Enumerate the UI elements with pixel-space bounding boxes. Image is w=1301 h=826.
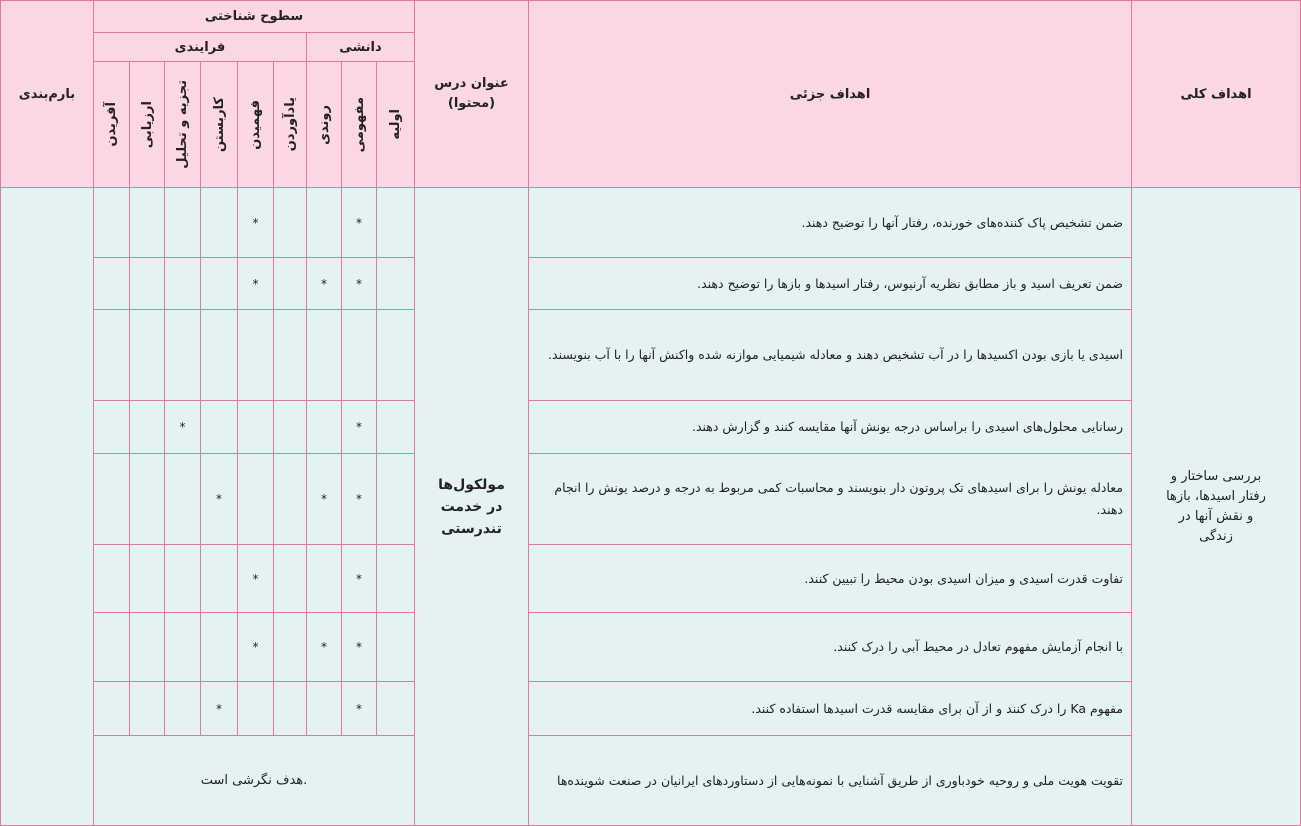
header-scoring: بارم‌بندی: [0, 0, 94, 188]
header-level-6: [164, 61, 201, 188]
header-level-label: کاربستن: [211, 96, 227, 153]
level-mark-cell: [376, 400, 415, 454]
level-mark-cell: [237, 453, 274, 545]
level-mark-cell: [237, 612, 274, 682]
header-level-1: [341, 61, 377, 188]
level-mark-cell: [341, 681, 377, 736]
level-mark-cell: [200, 400, 238, 454]
level-mark-cell: [273, 453, 307, 545]
objective-text: ضمن تعریف اسید و باز مطابق نظریه آرنیوس، رفتار اسیدها و بازها را توضیح دهند.: [697, 275, 1123, 291]
header-process: فرایندی: [93, 32, 307, 62]
header-level-label: یادآوردن: [282, 97, 298, 152]
level-mark-cell: [164, 544, 201, 613]
objective-text: تفاوت قدرت اسیدی و میزان اسیدی بودن محیط را تبیین کنند.: [804, 570, 1123, 586]
level-mark-cell: [200, 453, 238, 545]
objective-cell: [528, 400, 1132, 454]
lesson-cell: مولکول‌ها در خدمت تندرستی: [414, 187, 529, 826]
header-level-label: اولیه: [388, 109, 403, 140]
level-mark-cell: [164, 257, 201, 310]
level-mark-cell: [273, 544, 307, 613]
level-mark-cell: [237, 257, 274, 310]
objective-text: رسانایی محلول‌های اسیدی را براساس درجه یونش آنها مقایسه کنند و گزارش دهند.: [691, 419, 1123, 434]
objective-cell: [528, 309, 1132, 401]
objective-cell: [528, 544, 1132, 613]
level-mark-cell: [129, 681, 165, 736]
header-level-label: آفریدن: [104, 102, 119, 147]
header-level-0: [376, 61, 415, 188]
level-mark-cell: [93, 612, 130, 682]
level-mark-cell: [341, 309, 377, 401]
header-level-label: ارزیابی: [139, 100, 155, 149]
star-mark: *: [321, 276, 327, 291]
header-level-label: تجزیه و تحلیل: [175, 80, 190, 169]
header-level-8: [93, 61, 130, 188]
star-mark: *: [252, 215, 259, 230]
level-mark-cell: [164, 309, 201, 401]
level-mark-cell: [376, 187, 415, 258]
header-partial-goals: اهداف جزئی: [528, 0, 1132, 188]
level-mark-cell: [93, 544, 130, 613]
attitudinal-note-cell: [93, 735, 415, 826]
level-mark-cell: [306, 453, 342, 545]
level-mark-cell: [164, 400, 201, 454]
level-mark-cell: [273, 681, 307, 736]
level-mark-cell: [200, 544, 238, 613]
header-level-3: [273, 61, 307, 188]
objective-text: معادله یونش را برای اسیدهای تک پروتون دار بنویسند و محاسبات کمی مربوط به درجه و درصد یونش را انجام دهند.: [554, 480, 1123, 517]
star-mark: *: [321, 492, 327, 506]
star-mark: *: [356, 701, 362, 716]
level-mark-cell: [164, 453, 201, 545]
level-mark-cell: [273, 400, 307, 454]
level-mark-cell: [273, 257, 307, 310]
level-mark-cell: [273, 187, 307, 258]
level-mark-cell: [237, 187, 274, 258]
header-level-label: مفهومی: [351, 96, 367, 153]
attitudinal-note: هدف نگرشی است.: [200, 773, 308, 788]
level-mark-cell: [237, 400, 274, 454]
star-mark: *: [216, 701, 222, 716]
star-mark: *: [321, 640, 327, 654]
level-mark-cell: [164, 681, 201, 736]
level-mark-cell: [237, 544, 274, 613]
level-mark-cell: [376, 453, 415, 545]
objective-text: مفهوم Ka را درک کنند و از آن برای مقایسه قدرت اسیدها استفاده کنند.: [751, 700, 1123, 716]
level-mark-cell: [129, 309, 165, 401]
level-mark-cell: [306, 400, 342, 454]
level-mark-cell: [93, 309, 130, 401]
header-cognitive-levels: سطوح شناختی: [93, 0, 415, 33]
level-mark-cell: [341, 544, 377, 613]
level-mark-cell: [200, 309, 238, 401]
header-knowledge: دانشی: [306, 32, 415, 62]
level-mark-cell: [200, 681, 238, 736]
header-lesson-title: عنوان درس (محتوا): [414, 0, 529, 188]
star-mark: *: [252, 276, 259, 291]
header-level-7: [129, 61, 165, 188]
level-mark-cell: [129, 187, 165, 258]
objective-text: اسیدی یا بازی بودن اکسیدها را در آب تشخیص دهند و معادله شیمیایی موازنه شده واکنش آنها را با آب بنویسند.: [548, 347, 1123, 362]
header-level-2: [306, 61, 342, 188]
level-mark-cell: [273, 612, 307, 682]
level-mark-cell: [129, 612, 165, 682]
level-mark-cell: [306, 309, 342, 401]
level-mark-cell: [200, 257, 238, 310]
objective-text: ضمن تشخیص پاک کننده‌های خورنده، رفتار آنها را توضیح دهند.: [801, 214, 1123, 230]
level-mark-cell: [93, 257, 130, 310]
level-mark-cell: [93, 400, 130, 454]
level-mark-cell: [237, 681, 274, 736]
level-mark-cell: [306, 544, 342, 613]
star-mark: *: [356, 420, 362, 434]
level-mark-cell: [93, 187, 130, 258]
star-mark: *: [252, 571, 259, 586]
level-mark-cell: [341, 453, 377, 545]
level-mark-cell: [341, 257, 377, 310]
star-mark: *: [179, 420, 186, 434]
level-mark-cell: [93, 681, 130, 736]
level-mark-cell: [341, 612, 377, 682]
star-mark: *: [216, 492, 222, 506]
level-mark-cell: [129, 257, 165, 310]
level-mark-cell: [306, 681, 342, 736]
header-level-5: [200, 61, 238, 188]
objective-cell: [528, 453, 1132, 545]
level-mark-cell: [376, 612, 415, 682]
star-mark: *: [356, 492, 362, 506]
objective-cell: [528, 681, 1132, 736]
star-mark: *: [356, 276, 362, 291]
header-general-goals: اهداف کلی: [1131, 0, 1301, 188]
star-mark: *: [356, 640, 362, 654]
objective-cell: [528, 257, 1132, 310]
objective-text: تقویت هویت ملی و روحیه خودباوری از طریق آشنایی با نمونه‌هایی از دستاوردهای ایرانیان در صنعت شوینده‌ها: [557, 772, 1123, 788]
level-mark-cell: [164, 612, 201, 682]
level-mark-cell: [93, 453, 130, 545]
level-mark-cell: [376, 257, 415, 310]
header-level-4: [237, 61, 274, 188]
level-mark-cell: [129, 400, 165, 454]
star-mark: *: [356, 215, 362, 230]
objective-cell: [528, 735, 1132, 826]
level-mark-cell: [164, 187, 201, 258]
level-mark-cell: [376, 544, 415, 613]
header-level-label: روندی: [316, 104, 332, 145]
level-mark-cell: [237, 309, 274, 401]
level-mark-cell: [273, 309, 307, 401]
level-mark-cell: [200, 612, 238, 682]
star-mark: *: [252, 640, 259, 654]
level-mark-cell: [376, 681, 415, 736]
objective-text: با انجام آزمایش مفهوم تعادل در محیط آبی را درک کنند.: [833, 639, 1123, 654]
level-mark-cell: [200, 187, 238, 258]
level-mark-cell: [306, 612, 342, 682]
objective-cell: [528, 187, 1132, 258]
level-mark-cell: [341, 187, 377, 258]
level-mark-cell: [129, 453, 165, 545]
level-mark-cell: [306, 187, 342, 258]
header-level-label: فهمیدن: [248, 99, 263, 150]
scoring-cell: [0, 187, 94, 826]
level-mark-cell: [129, 544, 165, 613]
level-mark-cell: [341, 400, 377, 454]
objective-cell: [528, 612, 1132, 682]
level-mark-cell: [376, 309, 415, 401]
star-mark: *: [356, 571, 362, 586]
general-goal-cell: بررسی ساختار و رفتار اسیدها، بازها و نقش آنها در زندگی: [1131, 187, 1301, 826]
level-mark-cell: [306, 257, 342, 310]
